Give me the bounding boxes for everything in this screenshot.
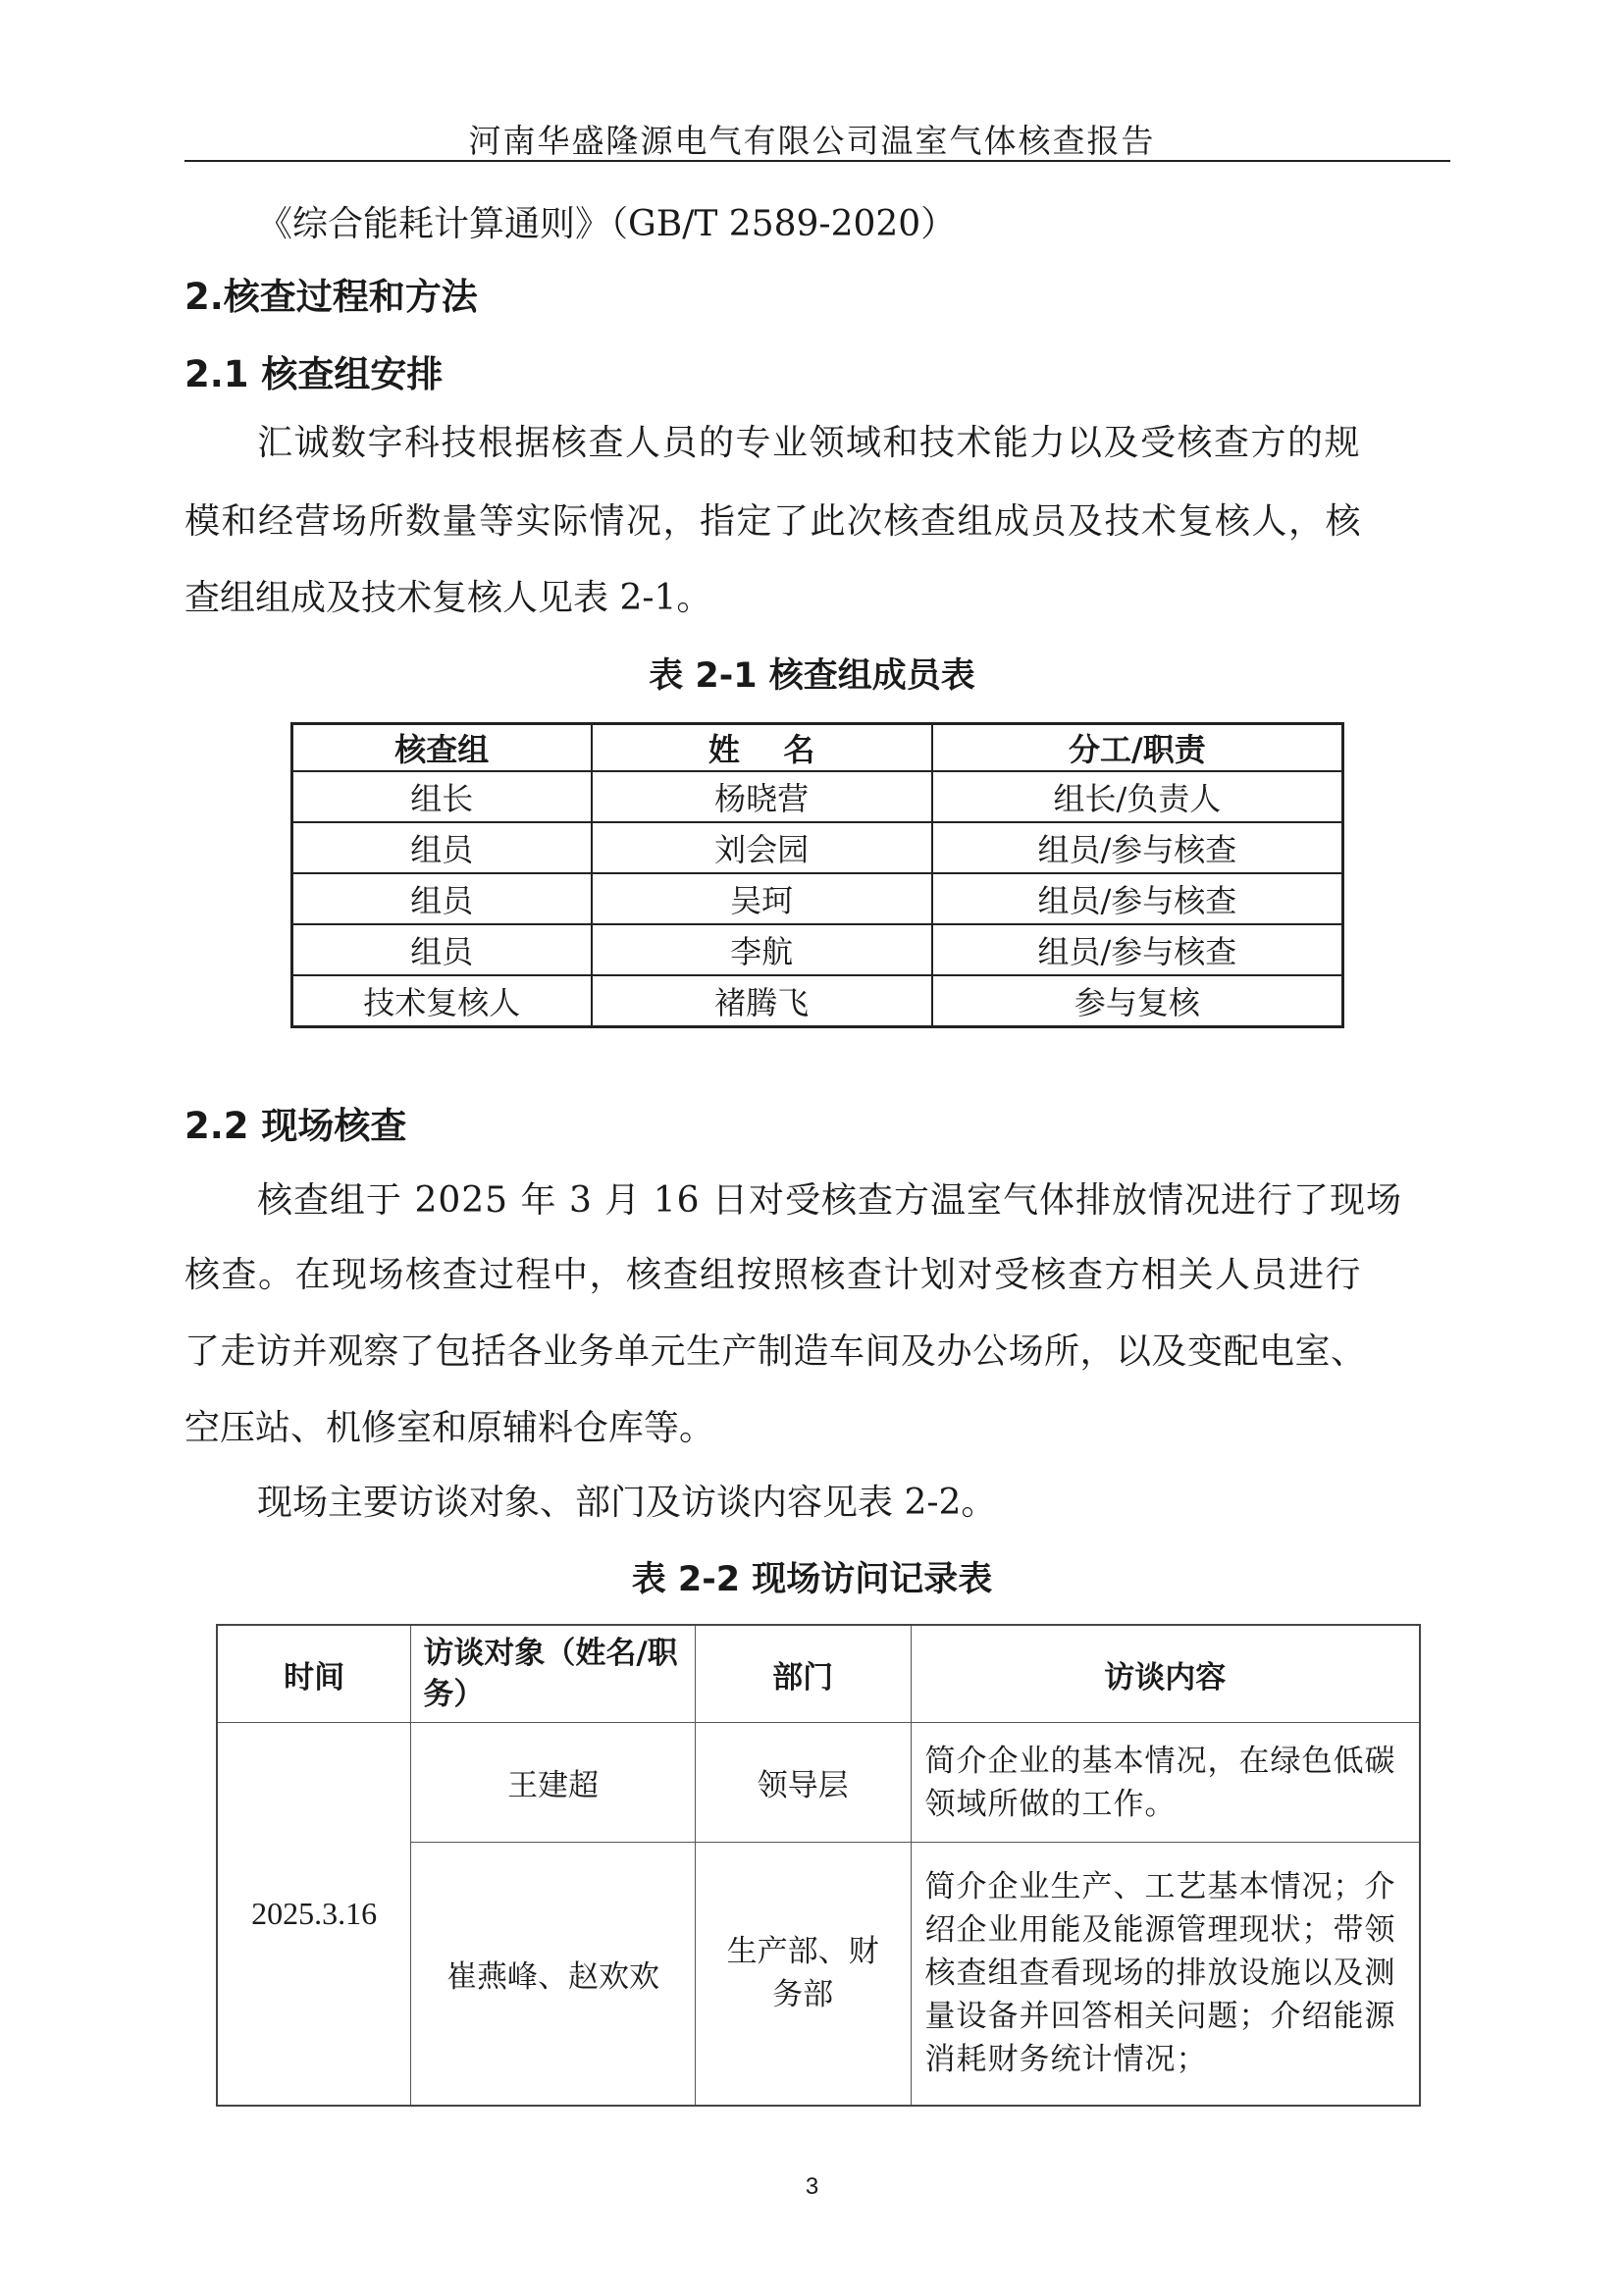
department-cell: 领导层 (695, 1723, 911, 1843)
table-cell: 组员/参与核查 (932, 822, 1343, 873)
subsection-heading-2-2: 2.2 现场核查 (184, 1105, 407, 1147)
person-cell: 崔燕峰、赵欢欢 (411, 1843, 695, 2106)
paragraph-3: 现场主要访谈对象、部门及访谈内容见表 2-2。 (257, 1483, 997, 1523)
page-number: 3 (805, 2173, 819, 2200)
person-cell: 王建超 (411, 1723, 695, 1843)
paragraph-2-line-3: 了走访并观察了包括各业务单元生产制造车间及办公场所，以及变配电室、 (184, 1331, 1367, 1372)
reference-line: 《综合能耗计算通则》（GB/T 2589-2020） (257, 204, 957, 244)
column-header: 姓 名 (592, 724, 932, 772)
column-header: 时间 (217, 1625, 411, 1723)
paragraph-1-line-2: 模和经营场所数量等实际情况，指定了此次核查组成员及技术复核人，核 (184, 501, 1363, 542)
column-header: 部门 (695, 1625, 911, 1723)
interview-record-table (216, 1624, 1421, 2107)
subsection-heading-2-1: 2.1 核查组安排 (184, 353, 444, 395)
table-cell: 杨晓营 (592, 771, 932, 822)
table-row (292, 771, 1343, 822)
department-cell: 生产部、财务部 (695, 1843, 911, 2106)
section-heading: 2.核查过程和方法 (184, 276, 478, 318)
paragraph-1-line-3: 查组组成及技术复核人见表 2-1。 (184, 578, 712, 618)
paragraph-2-line-1: 核查组于 2025 年 3 月 16 日对受核查方温室气体排放情况进行了现场 (257, 1180, 1402, 1221)
header-rule (184, 160, 1450, 162)
paragraph-2-line-2: 核查。在现场核查过程中，核查组按照核查计划对受核查方相关人员进行 (184, 1255, 1363, 1295)
column-header: 核查组 (292, 724, 592, 772)
table-header-row (217, 1625, 1420, 1723)
table-cell: 组长 (292, 771, 592, 822)
table-row (292, 873, 1343, 924)
column-header: 分工/职责 (932, 724, 1343, 772)
table-2-caption: 表 2-2 现场访问记录表 (631, 1560, 993, 1599)
date-cell: 2025.3.16 (217, 1723, 411, 2106)
table-header-row (292, 724, 1343, 772)
paragraph-1-line-1: 汇诚数字科技根据核查人员的专业领域和技术能力以及受核查方的规 (257, 423, 1362, 463)
content-cell: 简介企业生产、工艺基本情况；介绍企业用能及能源管理现状；带领核查组查看现场的排放设施以及测量设备并回答相关问题；介绍能源消耗财务统计情况； (911, 1843, 1420, 2106)
table-row (217, 1723, 1420, 1843)
table-cell: 组员 (292, 822, 592, 873)
column-header: 访谈对象（姓名/职务） (411, 1625, 695, 1723)
table-cell: 组长/负责人 (932, 771, 1343, 822)
table-row (292, 975, 1343, 1027)
table-cell: 技术复核人 (292, 975, 592, 1027)
column-header: 访谈内容 (911, 1625, 1420, 1723)
table-cell: 组员 (292, 924, 592, 975)
running-header: 河南华盛隆源电气有限公司温室气体核查报告 (468, 122, 1156, 160)
table-cell: 吴珂 (592, 873, 932, 924)
table-cell: 组员/参与核查 (932, 873, 1343, 924)
content-cell: 简介企业的基本情况，在绿色低碳领域所做的工作。 (911, 1723, 1420, 1843)
table-cell: 褚腾飞 (592, 975, 932, 1027)
table-cell: 参与复核 (932, 975, 1343, 1027)
table-cell: 组员 (292, 873, 592, 924)
table-row (292, 822, 1343, 873)
table-row (292, 924, 1343, 975)
team-members-table (290, 722, 1344, 1028)
table-1-caption: 表 2-1 核查组成员表 (649, 656, 975, 696)
paragraph-2-line-4: 空压站、机修室和原辅料仓库等。 (184, 1408, 715, 1448)
table-cell: 李航 (592, 924, 932, 975)
table-cell: 组员/参与核查 (932, 924, 1343, 975)
table-cell: 刘会园 (592, 822, 932, 873)
